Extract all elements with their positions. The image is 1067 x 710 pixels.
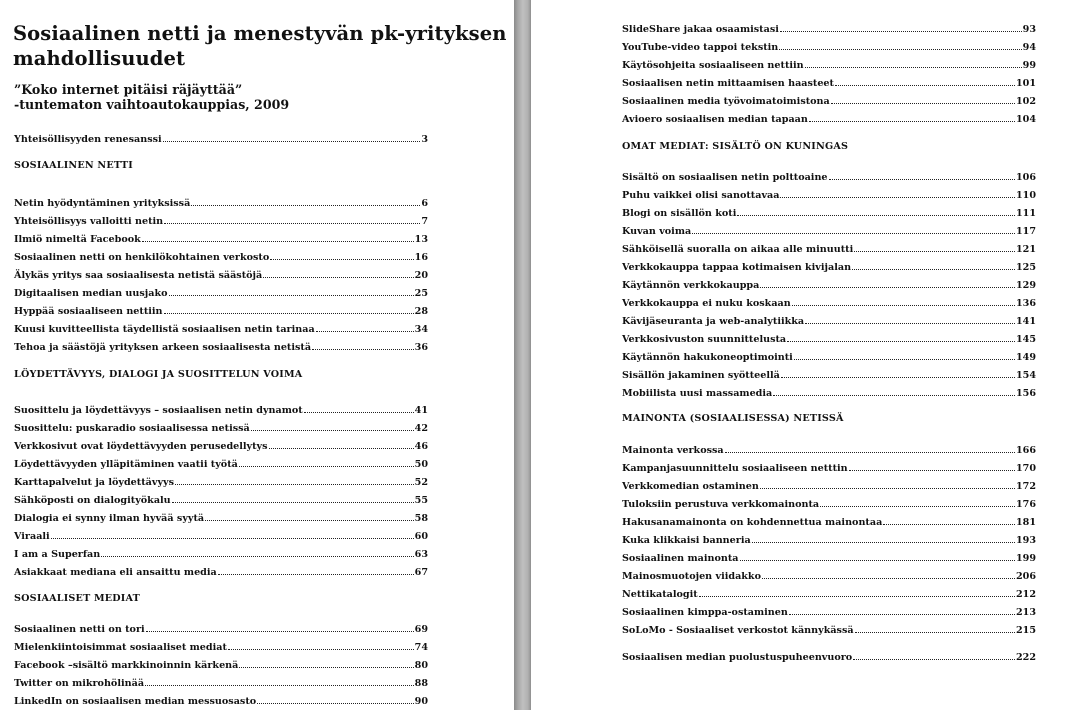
toc-entry-title: Netin hyödyntäminen yrityksissä [14,198,191,209]
toc-entry-title: Hakusanamainonta on kohdennettua mainontaa [622,517,883,528]
toc-entry-page-number: 7 [421,216,428,227]
toc-entry-page-number: 94 [1022,42,1036,53]
dot-leader [849,470,1015,471]
dot-leader [779,49,1021,50]
dot-leader [752,542,1015,543]
dot-leader [780,197,1015,198]
toc-entry-title: Sosiaalisen netin mittaamisen haasteet [622,78,834,89]
toc-entry[interactable] [622,587,1036,600]
dot-leader [316,331,414,332]
toc-entry-page-number: 58 [414,513,428,524]
toc-entry[interactable] [622,296,1036,309]
toc-entry-page-number: 67 [414,567,428,578]
toc-entry-page-number: 99 [1022,60,1036,71]
dot-leader [820,506,1015,507]
toc-entry-title: SoLoMo - Sosiaaliset verkostot kännykässä [622,625,854,636]
toc-entry-title: Sosiaalisen median puolustuspuheenvuoro [622,652,853,663]
toc-entry-page-number: 36 [414,342,428,353]
toc-entry-title: SlideShare jakaa osaamistasi [622,24,779,35]
toc-entry-page-number: 42 [414,423,428,434]
toc-entry-page-number: 149 [1015,352,1036,363]
toc-entry[interactable] [14,547,428,560]
dot-leader [780,31,1022,32]
toc-entry-title: Mobiilista uusi massamedia [622,388,773,399]
dot-leader [762,578,1015,579]
toc-entry-page-number: 106 [1015,172,1036,183]
dot-leader [699,596,1015,597]
toc-entry-page-number: 90 [414,696,428,707]
toc-entry-page-number: 193 [1015,535,1036,546]
toc-entry[interactable] [622,260,1036,273]
dot-leader [781,377,1015,378]
toc-entry-page-number: 170 [1015,463,1036,474]
toc-entry-page-number: 101 [1015,78,1036,89]
toc-entry-title: Blogi on sisällön koti [622,208,737,219]
toc-entry-page-number: 222 [1015,652,1036,663]
toc-entry-page-number: 93 [1022,24,1036,35]
toc-entry-title: Yhteisöllisyys valloitti netin [14,216,164,227]
toc-entry-page-number: 16 [414,252,428,263]
toc-entry-title: Mainosmuotojen viidakko [622,571,761,582]
page-gutter [514,0,531,710]
toc-entry-page-number: 13 [414,234,428,245]
toc-entry-page-number: 154 [1015,370,1036,381]
toc-entry-title: Karttapalvelut ja löydettävyys [14,477,174,488]
dot-leader [737,215,1015,216]
toc-entry-title: Twitter on mikrohölinää [14,678,145,689]
toc-entry[interactable] [14,622,428,635]
toc-entry-page-number: 121 [1015,244,1036,255]
toc-entry-title: LinkedIn on sosiaalisen median messuosasto [14,696,257,707]
toc-entry[interactable] [622,332,1036,345]
toc-entry-title: Löydettävyyden ylläpitäminen vaatii työtä [14,459,238,470]
toc-entry-page-number: 176 [1015,499,1036,510]
dot-leader [792,305,1015,306]
dot-leader [205,520,414,521]
toc-entry[interactable] [14,340,428,353]
toc-entry[interactable] [14,457,428,470]
toc-entry-page-number: 110 [1015,190,1036,201]
toc-entry-page-number: 34 [414,324,428,335]
toc-entry[interactable] [14,322,428,335]
toc-entry-title: Digitaalisen median uusjako [14,288,168,299]
toc-entry[interactable] [622,188,1036,201]
dot-leader [270,259,413,260]
dot-leader [740,560,1015,561]
document-title-line-2: mahdollisuudet [13,47,186,70]
toc-entry-page-number: 181 [1015,517,1036,528]
toc-entry-title: Mainonta verkossa [622,445,724,456]
toc-entry-title: Sosiaalinen kimppa-ostaminen [622,607,788,618]
toc-entry[interactable] [14,286,428,299]
toc-entry[interactable] [622,533,1036,546]
dot-leader [692,233,1015,234]
toc-entry[interactable] [622,386,1036,399]
toc-entry-title: Kävijäseuranta ja web-analytiikka [622,316,805,327]
toc-entry-page-number: 20 [414,270,428,281]
toc-entry[interactable] [14,529,428,542]
dot-leader [239,466,414,467]
toc-entry-title: Sähköposti on dialogityökalu [14,495,171,506]
toc-entry-title: I am a Superfan [14,549,101,560]
epigraph-quote: ”Koko internet pitäisi räjäyttää” [14,82,243,97]
toc-entry-page-number: 60 [414,531,428,542]
toc-entry[interactable] [14,565,428,578]
toc-entry-page-number: 46 [414,441,428,452]
toc-entry[interactable] [622,22,1036,35]
dot-leader [175,484,414,485]
toc-entry-page-number: 213 [1015,607,1036,618]
dot-leader [883,524,1015,525]
toc-entry-page-number: 215 [1015,625,1036,636]
toc-entry-title: Sisältö on sosiaalisen netin polttoaine [622,172,828,183]
dot-leader [805,67,1022,68]
toc-entry[interactable] [622,515,1036,528]
dot-leader [146,631,414,632]
toc-entry-title: Verkkokauppa ei nuku koskaan [622,298,791,309]
toc-entry-title: Verkkosivuston suunnittelusta [622,334,787,345]
dot-leader [760,287,1015,288]
dot-leader [269,448,414,449]
toc-entry-page-number: 129 [1015,280,1036,291]
dot-leader [257,703,413,704]
toc-entry[interactable] [14,132,428,145]
toc-entry-page-number: 145 [1015,334,1036,345]
toc-entry[interactable] [622,623,1036,636]
toc-entry-page-number: 28 [414,306,428,317]
dot-leader [725,452,1015,453]
section-heading: SOSIAALISET MEDIAT [14,593,140,604]
toc-entry[interactable] [14,694,428,707]
toc-entry-title: Ilmiö nimeltä Facebook [14,234,141,245]
toc-entry[interactable] [14,196,428,209]
toc-entry-title: Sisällön jakaminen syötteellä [622,370,780,381]
toc-entry-title: Kuka klikkaisi banneria [622,535,751,546]
toc-entry-title: Tuloksiin perustuva verkkomainonta [622,499,820,510]
toc-entry-page-number: 104 [1015,114,1036,125]
dot-leader [312,349,414,350]
toc-entry[interactable] [622,497,1036,510]
toc-entry[interactable] [622,76,1036,89]
toc-entry[interactable] [14,676,428,689]
toc-entry[interactable] [14,511,428,524]
toc-entry-page-number: 41 [414,405,428,416]
toc-entry-title: Sosiaalinen media työvoimatoimistona [622,96,830,107]
toc-entry[interactable] [622,650,1036,663]
toc-entry-page-number: 136 [1015,298,1036,309]
dot-leader [164,223,420,224]
toc-entry-page-number: 125 [1015,262,1036,273]
dot-leader [831,103,1015,104]
section-heading: OMAT MEDIAT: SISÄLTÖ ON KUNINGAS [622,141,849,152]
toc-entry[interactable] [14,640,428,653]
toc-entry[interactable] [14,658,428,671]
toc-entry-page-number: 206 [1015,571,1036,582]
dot-leader [760,488,1015,489]
toc-entry[interactable] [622,112,1036,125]
toc-entry-page-number: 6 [421,198,428,209]
section-heading: SOSIAALINEN NETTI [14,160,133,171]
dot-leader [263,277,413,278]
toc-entry-title: Yhteisöllisyyden renesanssi [14,134,162,145]
toc-entry-page-number: 52 [414,477,428,488]
toc-entry-title: Sosiaalinen mainonta [622,553,739,564]
toc-entry[interactable] [622,479,1036,492]
dot-leader [854,251,1015,252]
toc-entry-page-number: 141 [1015,316,1036,327]
dot-leader [228,649,414,650]
dot-leader [101,556,413,557]
dot-leader [164,313,414,314]
toc-entry-title: Verkkokauppa tappaa kotimaisen kivijalan [622,262,852,273]
toc-entry-title: Kampanjasuunnittelu sosiaaliseen netttin [622,463,848,474]
toc-entry-title: Nettikatalogit [622,589,698,600]
toc-entry[interactable] [622,94,1036,107]
toc-entry[interactable] [622,242,1036,255]
toc-entry[interactable] [14,250,428,263]
toc-entry-page-number: 69 [414,624,428,635]
toc-entry-title: Facebook –sisältö markkinoinnin kärkenä [14,660,239,671]
toc-entry-title: Hyppää sosiaaliseen nettiin [14,306,163,317]
toc-entry[interactable] [14,475,428,488]
toc-entry-title: Avioero sosiaalisen median tapaan [622,114,808,125]
dot-leader [304,412,414,413]
toc-entry[interactable] [622,368,1036,381]
toc-entry-page-number: 172 [1015,481,1036,492]
dot-leader [809,121,1015,122]
epigraph-attribution: -tuntematon vaihtoautokauppias, 2009 [14,97,290,112]
toc-entry-title: Käytännön hakukoneoptimointi [622,352,793,363]
toc-entry[interactable] [622,551,1036,564]
section-heading: LÖYDETTÄVYYS, DIALOGI JA SUOSITTELUN VOIMA [14,369,303,380]
dot-leader [218,574,414,575]
dot-leader [855,632,1015,633]
toc-entry[interactable] [622,58,1036,71]
toc-entry[interactable] [622,278,1036,291]
toc-entry-title: Käytösohjeita sosiaaliseen nettiin [622,60,804,71]
toc-entry-page-number: 80 [414,660,428,671]
toc-entry-title: Viraali [14,531,50,542]
toc-entry-title: Sähköisellä suoralla on aikaa alle minuutti [622,244,854,255]
dot-leader [773,395,1015,396]
dot-leader [789,614,1015,615]
document-title-line-1: Sosiaalinen netti ja menestyvän pk-yrityksen [13,22,507,45]
toc-entry[interactable] [14,439,428,452]
toc-entry-title: Älykäs yritys saa sosiaalisesta netistä säästöjä [14,270,263,281]
toc-entry-title: Suosittelu ja löydettävyys – sosiaalisen netin dynamot [14,405,303,416]
toc-entry-title: YouTube-video tappoi tekstin [622,42,779,53]
toc-entry-title: Sosiaalinen netti on henkilökohtainen verkosto [14,252,270,263]
toc-entry-page-number: 74 [414,642,428,653]
toc-entry-page-number: 25 [414,288,428,299]
toc-entry[interactable] [622,461,1036,474]
toc-entry-title: Verkkomedian ostaminen [622,481,759,492]
toc-entry[interactable] [622,569,1036,582]
toc-entry[interactable] [14,214,428,227]
toc-entry-page-number: 102 [1015,96,1036,107]
dot-leader [787,341,1015,342]
toc-entry-title: Mielenkiintoisimmat sosiaaliset mediat [14,642,227,653]
section-heading: MAINONTA (SOSIAALISESSA) NETISSÄ [622,413,844,424]
toc-entry-page-number: 117 [1015,226,1036,237]
dot-leader [142,241,414,242]
toc-entry[interactable] [622,206,1036,219]
toc-entry[interactable] [622,40,1036,53]
toc-entry[interactable] [14,493,428,506]
toc-entry-page-number: 88 [414,678,428,689]
dot-leader [51,538,414,539]
toc-entry[interactable] [622,314,1036,327]
dot-leader [853,659,1015,660]
toc-entry[interactable] [14,304,428,317]
toc-entry-title: Suosittelu: puskaradio sosiaalisessa netissä [14,423,250,434]
toc-entry-title: Tehoa ja säästöjä yrityksen arkeen sosiaalisesta netistä [14,342,312,353]
dot-leader [191,205,420,206]
toc-entry[interactable] [14,268,428,281]
toc-entry-title: Dialogia ei synny ilman hyvää syytä [14,513,205,524]
toc-entry[interactable] [14,421,428,434]
toc-entry[interactable] [14,232,428,245]
toc-entry-title: Kuvan voima [622,226,692,237]
toc-entry-page-number: 50 [414,459,428,470]
dot-leader [794,359,1015,360]
toc-entry-page-number: 156 [1015,388,1036,399]
toc-entry-page-number: 212 [1015,589,1036,600]
toc-entry[interactable] [622,605,1036,618]
dot-leader [251,430,414,431]
toc-entry-page-number: 111 [1015,208,1036,219]
dot-leader [805,323,1015,324]
dot-leader [169,295,414,296]
toc-entry-page-number: 63 [414,549,428,560]
toc-entry[interactable] [14,403,428,416]
dot-leader [145,685,414,686]
toc-entry-title: Sosiaalinen netti on tori [14,624,145,635]
dot-leader [852,269,1015,270]
toc-entry-page-number: 55 [414,495,428,506]
dot-leader [163,141,421,142]
toc-entry-title: Kuusi kuvitteellista täydellistä sosiaalisen netin tarinaa [14,324,315,335]
toc-entry[interactable] [622,443,1036,456]
toc-entry-title: Verkkosivut ovat löydettävyyden perusedellytys [14,441,268,452]
dot-leader [239,667,413,668]
toc-entry[interactable] [622,224,1036,237]
toc-entry-page-number: 166 [1015,445,1036,456]
dot-leader [835,85,1015,86]
dot-leader [829,179,1015,180]
toc-entry-page-number: 3 [421,134,428,145]
toc-entry-title: Puhu vaikkei olisi sanottavaa [622,190,780,201]
toc-entry[interactable] [622,170,1036,183]
dot-leader [172,502,414,503]
toc-entry-title: Asiakkaat mediana eli ansaittu media [14,567,217,578]
toc-entry-title: Käytännön verkkokauppa [622,280,760,291]
toc-entry-page-number: 199 [1015,553,1036,564]
toc-entry[interactable] [622,350,1036,363]
